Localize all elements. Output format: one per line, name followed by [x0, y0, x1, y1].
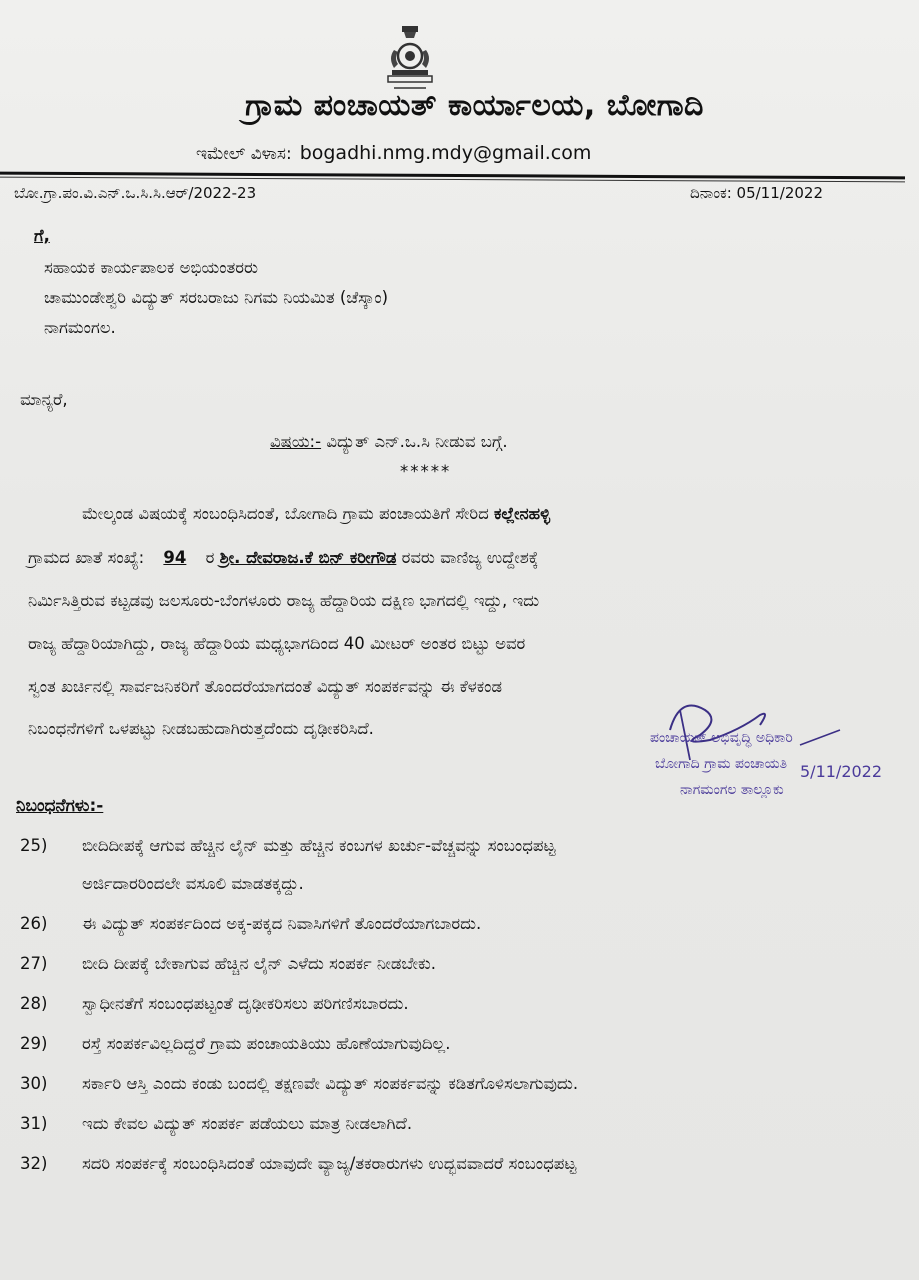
body-text: ಮೇಲ್ಕಂಡ ವಿಷಯಕ್ಕೆ ಸಂಬಂಧಿಸಿದಂತೆ, ಬೋಗಾದಿ ಗ್ರಾಮ ಪಂಚಾಯತಿಗೆ ಸೇರಿದ — [82, 504, 489, 523]
condition-text: ಬೀದಿ ದೀಪಕ್ಕೆ ಬೇಕಾಗುವ ಹೆಚ್ಚಿನ ಲೈನ್ ಎಳೆದು ಸಂಪರ್ಕ ನೀಡಬೇಕು. — [82, 954, 436, 973]
email-label: ಇಮೇಲ್ ವಿಳಾಸ: — [196, 144, 292, 164]
to-label: ಗೆ, — [34, 226, 50, 245]
email-address: bogadhi.nmg.mdy@gmail.com — [299, 142, 592, 164]
condition-number: 25) — [20, 836, 48, 855]
signature-date: 5/11/2022 — [800, 762, 883, 781]
conditions-title: ನಿಬಂಧನೆಗಳು:- — [16, 796, 104, 816]
body-line: ಸ್ವಂತ ಖರ್ಚಿನಲ್ಲಿ ಸಾರ್ವಜನಿಕರಿಗೆ ತೊಂದರೆಯಾಗದಂತೆ ವಿದ್ಯುತ್ ಸಂಪರ್ಕವನ್ನು ಈ ಕೆಳಕಂಡ — [28, 677, 502, 696]
addressee-line: ಸಹಾಯಕ ಕಾರ್ಯಪಾಲಕ ಅಭಿಯಂತರರು — [44, 258, 258, 277]
condition-item — [20, 914, 481, 934]
condition-text: ಬೀದಿದೀಪಕ್ಕೆ ಆಗುವ ಹೆಚ್ಚಿನ ಲೈನ್ ಮತ್ತು ಹೆಚ್ಚಿನ ಕಂಬಗಳ ಖರ್ಚು-ವೆಚ್ಚವನ್ನು ಸಂಬಂಧಪಟ್ಟ — [82, 836, 556, 855]
condition-item — [20, 1034, 450, 1054]
signature-designation: ಪಂಚಾಯತ್ ಅಭಿವೃದ್ಧಿ ಅಧಿಕಾರಿ — [650, 730, 793, 746]
condition-item — [20, 1114, 412, 1134]
condition-item — [20, 994, 409, 1014]
addressee-line: ಚಾಮುಂಡೇಶ್ವರಿ ವಿದ್ಯುತ್ ಸರಬರಾಜು ನಿಗಮ ನಿಯಮಿತ (ಚೆಸ್ಕಾಂ) — [44, 288, 389, 307]
subject-line — [270, 432, 508, 452]
condition-continuation: ಅರ್ಜಿದಾರರಿಂದಲೇ ವಸೂಲಿ ಮಾಡತಕ್ಕದ್ದು. — [82, 874, 304, 893]
separator-stars: ***** — [400, 462, 452, 481]
condition-number: 32) — [20, 1154, 48, 1173]
condition-text: ರಸ್ತೆ ಸಂಪರ್ಕವಿಲ್ಲದಿದ್ದರೆ ಗ್ರಾಮ ಪಂಚಾಯತಿಯು ಹೊಣೆಯಾಗುವುದಿಲ್ಲ. — [82, 1034, 451, 1053]
signature-office: ಬೋಗಾದಿ ಗ್ರಾಮ ಪಂಚಾಯತಿ — [655, 756, 788, 772]
reference-number: ಬೋ.ಗ್ರಾ.ಪಂ.ವಿ.ಎನ್.ಒ.ಸಿ.ಸಿ.ಆರ್/2022-23 — [14, 184, 257, 202]
condition-text: ಸದರಿ ಸಂಪರ್ಕಕ್ಕೆ ಸಂಬಂಧಿಸಿದಂತೆ ಯಾವುದೇ ವ್ಯಾಜ್ಯ/ತಕರಾರುಗಳು ಉದ್ಭವವಾದರೆ ಸಂಬಂಧಪಟ್ಟ — [82, 1154, 577, 1173]
condition-item — [20, 1154, 576, 1174]
condition-text: ಈ ವಿದ್ಯುತ್ ಸಂಪರ್ಕದಿಂದ ಅಕ್ಕ-ಪಕ್ಕದ ನಿವಾಸಿಗಳಿಗೆ ತೊಂದರೆಯಾಗಬಾರದು. — [82, 914, 482, 933]
condition-item — [20, 954, 436, 974]
subject-text: ವಿದ್ಯುತ್ ಎನ್.ಒ.ಸಿ ನೀಡುವ ಬಗ್ಗೆ. — [326, 432, 508, 451]
body-text: ಗ್ರಾಮದ ಖಾತೆ ಸಂಖ್ಯೆ: — [28, 548, 145, 567]
body-text: ರವರು ವಾಣಿಜ್ಯ ಉದ್ದೇಶಕ್ಕೆ — [401, 548, 539, 567]
email-line — [196, 142, 591, 164]
signature-taluk: ನಾಗಮಂಗಲ ತಾಲ್ಲೂಕು — [680, 782, 784, 798]
letter-date: ದಿನಾಂಕ: 05/11/2022 — [690, 184, 823, 202]
condition-number: 29) — [20, 1034, 48, 1053]
khata-number: 94 — [163, 548, 187, 567]
village-name: ಕಲ್ಲೇನಹಳ್ಳಿ — [494, 504, 551, 523]
condition-text: ಇದು ಕೇವಲ ವಿದ್ಯುತ್ ಸಂಪರ್ಕ ಪಡೆಯಲು ಮಾತ್ರ ನೀಡಲಾಗಿದೆ. — [82, 1114, 413, 1133]
condition-number: 27) — [20, 954, 48, 973]
applicant-name: ಶ್ರೀ. ದೇವರಾಜ.ಕೆ ಬಿನ್ ಕರೀಗೌಡ — [219, 548, 397, 567]
salutation: ಮಾನ್ಯರೆ, — [20, 390, 68, 409]
body-line — [82, 504, 550, 524]
condition-item — [20, 1074, 578, 1094]
body-line: ನಿಬಂಧನೆಗಳಿಗೆ ಒಳಪಟ್ಟು ನೀಡಬಹುದಾಗಿರುತ್ತದೆಂದು ದೃಢೀಕರಿಸಿದೆ. — [28, 719, 374, 738]
office-title: ಗ್ರಾಮ ಪಂಚಾಯತ್ ಕಾರ್ಯಾಲಯ, ಬೋಗಾದಿ — [245, 88, 704, 123]
state-emblem-icon — [382, 24, 438, 94]
addressee-line: ನಾಗಮಂಗಲ. — [44, 318, 116, 337]
condition-item — [20, 836, 555, 856]
condition-text: ಸರ್ಕಾರಿ ಆಸ್ತಿ ಎಂದು ಕಂಡು ಬಂದಲ್ಲಿ ತಕ್ಷಣವೇ ವಿದ್ಯುತ್ ಸಂಪರ್ಕವನ್ನು ಕಡಿತಗೊಳಿಸಲಾಗುವುದು. — [82, 1074, 579, 1093]
body-line: ನಿರ್ಮಿಸಿತ್ತಿರುವ ಕಟ್ಟಡವು ಜಲಸೂರು-ಬೆಂಗಳೂರು ರಾಜ್ಯ ಹೆದ್ದಾರಿಯ ದಕ್ಷಿಣ ಭಾಗದಲ್ಲಿ ಇದ್ದು, ಇದು — [28, 591, 540, 610]
subject-label: ವಿಷಯ:- — [270, 432, 322, 451]
body-line: ರಾಜ್ಯ ಹೆದ್ದಾರಿಯಾಗಿದ್ದು, ರಾಜ್ಯ ಹೆದ್ದಾರಿಯ ಮಧ್ಯಭಾಗದಿಂದ 40 ಮೀಟರ್ ಅಂತರ ಬಿಟ್ಟು ಅವರ — [28, 634, 526, 653]
condition-number: 30) — [20, 1074, 48, 1093]
condition-number: 28) — [20, 994, 48, 1013]
condition-number: 26) — [20, 914, 48, 933]
condition-text: ಸ್ವಾಧೀನತೆಗೆ ಸಂಬಂಧಪಟ್ಟಂತೆ ದೃಢೀಕರಿಸಲು ಪರಿಗಣಿಸಬಾರದು. — [82, 994, 409, 1013]
body-line — [28, 548, 538, 568]
body-text: ರ — [205, 548, 215, 567]
condition-number: 31) — [20, 1114, 48, 1133]
